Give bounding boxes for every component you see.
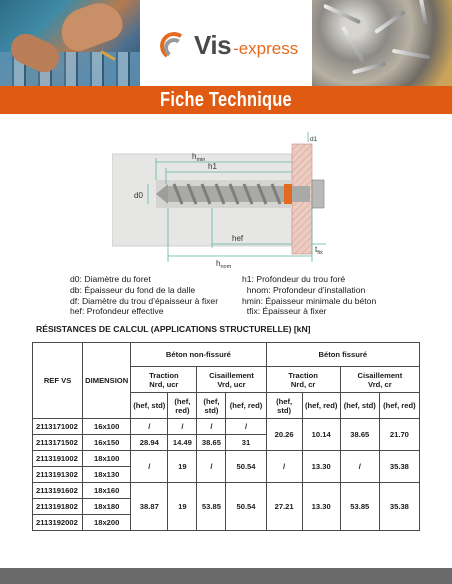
diagram-legend (70, 274, 400, 317)
brand-logo (160, 30, 298, 61)
resistance-table (32, 342, 420, 531)
table-row: 2113171502 16x150 28.94 14.49 38.65 31 (33, 435, 420, 451)
sub-header: (hef, std) (266, 393, 302, 419)
sub-header: (hef, red) (302, 393, 340, 419)
label-hnom: $h_{nom}$ (216, 259, 232, 270)
table-row: 2113192002 18x200 (33, 515, 420, 531)
label-h1: h1 (208, 162, 217, 171)
workshop-photo (0, 0, 140, 86)
sub-header: (hef, std) (131, 393, 168, 419)
sub-header: (hef, red) (168, 393, 197, 419)
table-row: 2113191802 18x180 (33, 499, 420, 515)
brand-main: Vis (194, 30, 232, 60)
title-band (0, 86, 452, 114)
logo-area (140, 0, 312, 86)
col-ref: REF VS (33, 343, 83, 419)
table-row: 2113191302 18x130 (33, 467, 420, 483)
sub-header: (hef, std) (340, 393, 379, 419)
nf-cisaillement-header: Cisaillement Vrd, ucr (197, 367, 266, 393)
group-fissure: Béton fissuré (266, 343, 419, 367)
sub-header: (hef, red) (379, 393, 419, 419)
header (0, 0, 452, 86)
label-d0: d0 (134, 191, 143, 200)
f-traction-header: Traction Nrd, cr (266, 367, 340, 393)
group-non-fissure: Béton non-fissuré (131, 343, 266, 367)
anchor-diagram (112, 132, 328, 272)
label-tfix: $t_{fix}$ (315, 245, 323, 256)
footer-bar (0, 568, 452, 584)
screws-photo (312, 0, 452, 86)
label-d1: d1 (310, 136, 318, 143)
label-hmin: $h_{min}$ (192, 152, 206, 163)
table-row: 2113171002 16x100 / / / / 20.26 10.14 38.65 21.70 (33, 419, 420, 435)
anchor-head (312, 180, 324, 208)
anchor-collar (284, 184, 292, 204)
nf-traction-header: Traction Nrd, ucr (131, 367, 197, 393)
legend-row: df: Diamètre du trou d’épaisseur à fixer hmin: Épaisseur minimale du béton (70, 295, 377, 306)
brand-suffix: -express (233, 38, 299, 58)
table-row: 2113191602 18x160 38.87 19 53.85 50.54 27.21 13.30 53.85 35.38 (33, 483, 420, 499)
legend-row: hef: Profondeur effective tfix: Épaisseur à fixer (70, 306, 327, 317)
logo-swoosh-icon (160, 32, 190, 60)
label-hef: hef (232, 234, 244, 243)
f-cisaillement-header: Cisaillement Vrd, cr (340, 367, 419, 393)
legend-row: d0: Diamètre du foret h1: Profondeur du trou foré (70, 274, 346, 284)
page-title: Fiche Technique (160, 89, 292, 111)
table-row: 2113191002 18x100 / 19 / 50.54 / 13.30 / 35.38 (33, 451, 420, 467)
sub-header: (hef, red) (226, 393, 266, 419)
legend-row: db: Épaisseur du fond de la dalle hnom: Profondeur d’installation (70, 284, 366, 295)
sub-header: (hef, std) (197, 393, 226, 419)
col-dimension: DIMENSION (83, 343, 131, 419)
section-title: RÉSISTANCES DE CALCUL (APPLICATIONS STRUCTURELLE) [kN] (36, 324, 311, 334)
